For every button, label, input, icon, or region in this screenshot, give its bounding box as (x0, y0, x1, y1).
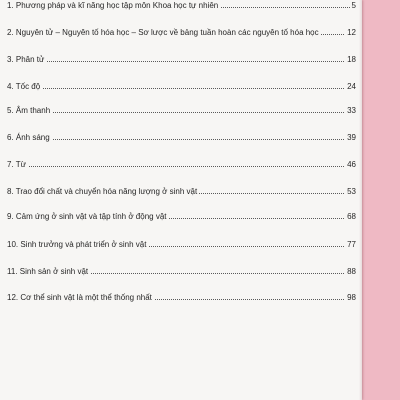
toc-entry-page: 53 (347, 187, 356, 196)
toc-entry-page: 33 (347, 106, 356, 115)
toc-entry-page: 98 (347, 293, 356, 302)
toc-entry-page: 77 (347, 240, 356, 249)
dot-leader (7, 88, 356, 89)
dot-leader (7, 112, 356, 113)
toc-entry-title: 2. Nguyên tử – Nguyên tố hóa học – Sơ lược về bảng tuần hoàn các nguyên tố hóa học (7, 28, 319, 37)
toc-entry-page: 12 (347, 28, 356, 37)
toc-entry-page: 68 (347, 212, 356, 221)
toc-entry[interactable] (7, 292, 356, 303)
toc-entry[interactable] (7, 266, 356, 277)
toc-entry[interactable] (7, 81, 356, 92)
toc-entry-title: 3. Phân tử (7, 55, 45, 64)
toc-entry[interactable] (7, 211, 356, 222)
toc-entry[interactable] (7, 0, 356, 11)
toc-entry-title: 10. Sinh trưởng và phát triển ở sinh vật (7, 240, 147, 249)
toc-entry-title: 1. Phương pháp và kĩ năng học tập môn Khoa học tự nhiên (7, 1, 219, 10)
toc-entry-title: 12. Cơ thể sinh vật là một thể thống nhất (7, 293, 152, 302)
toc-entry[interactable] (7, 105, 356, 116)
dot-leader (7, 139, 356, 140)
toc-entry-page: 24 (347, 82, 356, 91)
toc-entry-title: 9. Cảm ứng ở sinh vật và tập tính ở động vật (7, 212, 167, 221)
toc-entry-title: 4. Tốc độ (7, 82, 41, 91)
toc-entry-title: 5. Âm thanh (7, 106, 51, 115)
toc-entry-page: 5 (351, 1, 356, 10)
toc-entry-page: 39 (347, 133, 356, 142)
toc-entry-title: 11. Sinh sản ở sinh vật (7, 267, 89, 276)
toc-entry-page: 88 (347, 267, 356, 276)
toc-entry[interactable] (7, 54, 356, 65)
toc-entry-page: 18 (347, 55, 356, 64)
toc-entry-title: 8. Trao đổi chất và chuyển hóa năng lượng ở sinh vật (7, 187, 198, 196)
toc-entry-title: 6. Ánh sáng (7, 133, 50, 142)
toc-entry[interactable] (7, 159, 356, 170)
toc-entry[interactable] (7, 27, 356, 38)
toc-entry[interactable] (7, 186, 356, 197)
dot-leader (7, 166, 356, 167)
toc-entry[interactable] (7, 239, 356, 250)
dot-leader (7, 61, 356, 62)
toc-entry-page: 46 (347, 160, 356, 169)
toc-entry-title: 7. Từ (7, 160, 26, 169)
toc-entry[interactable] (7, 132, 356, 143)
